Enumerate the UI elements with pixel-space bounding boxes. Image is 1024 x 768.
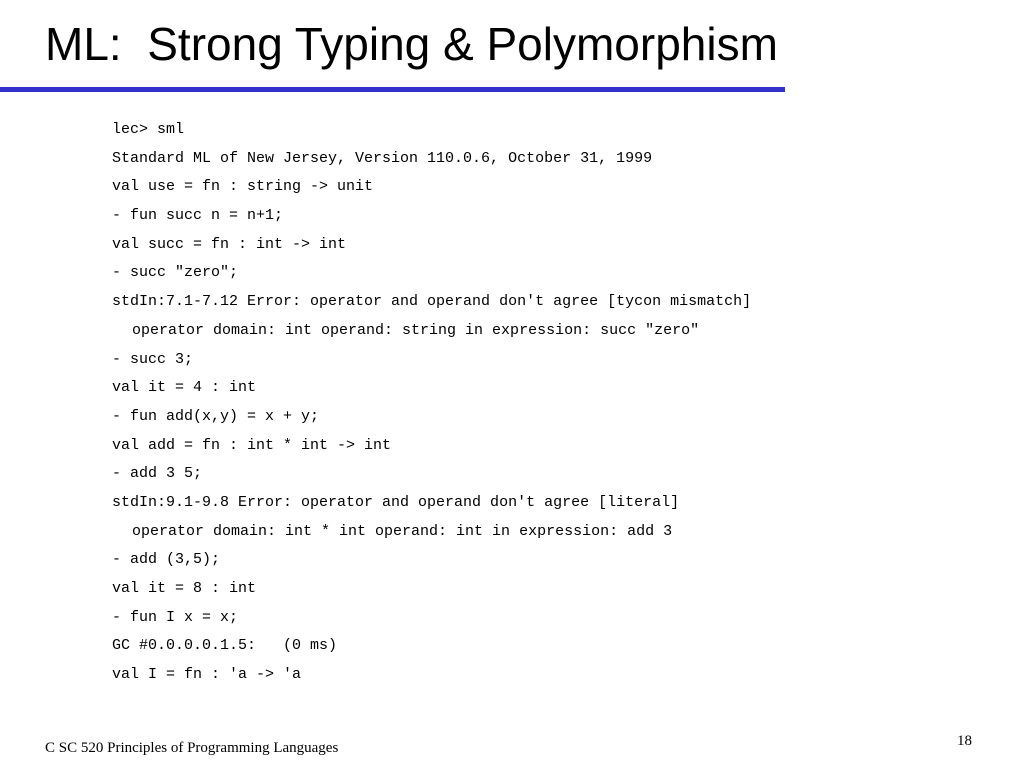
slide-title: ML: Strong Typing & Polymorphism xyxy=(45,18,778,70)
transcript-line: - add 3 5; xyxy=(112,465,203,483)
transcript-line: val succ = fn : int -> int xyxy=(112,235,347,253)
transcript-error-detail: operator domain: int * int operand: int in expression: add 3 xyxy=(132,522,673,540)
transcript-line: - fun I x = x; xyxy=(112,608,239,626)
transcript-line: Standard ML of New Jersey, Version 110.0.6, October 31, 1999 xyxy=(112,149,653,167)
transcript-line: val use = fn : string -> unit xyxy=(112,178,374,196)
sml-transcript xyxy=(112,120,751,694)
transcript-line: val it = 4 : int xyxy=(112,379,257,397)
transcript-line: val add = fn : int * int -> int xyxy=(112,436,392,454)
transcript-error-detail: operator domain: int operand: string in expression: succ "zero" xyxy=(132,321,700,339)
transcript-line: - succ "zero"; xyxy=(112,264,239,282)
slide-page-number: 18 xyxy=(957,733,972,749)
transcript-line: - fun add(x,y) = x + y; xyxy=(112,407,320,425)
transcript-line: - fun succ n = n+1; xyxy=(112,207,284,225)
transcript-line: - add (3,5); xyxy=(112,551,221,569)
transcript-error-line: stdIn:7.1-7.12 Error: operator and operand don't agree [tycon mismatch] xyxy=(112,293,752,311)
title-underline xyxy=(0,87,785,92)
footer-course-name: C SC 520 Principles of Programming Languages xyxy=(45,740,339,756)
transcript-line: - succ 3; xyxy=(112,350,194,368)
transcript-line: lec> sml xyxy=(112,121,185,138)
transcript-error-line: stdIn:9.1-9.8 Error: operator and operand don't agree [literal] xyxy=(112,493,680,511)
transcript-line: val it = 8 : int xyxy=(112,580,257,597)
transcript-line: GC #0.0.0.0.1.5: (0 ms) xyxy=(112,637,338,655)
transcript-line: val I = fn : 'a -> 'a xyxy=(112,666,302,684)
